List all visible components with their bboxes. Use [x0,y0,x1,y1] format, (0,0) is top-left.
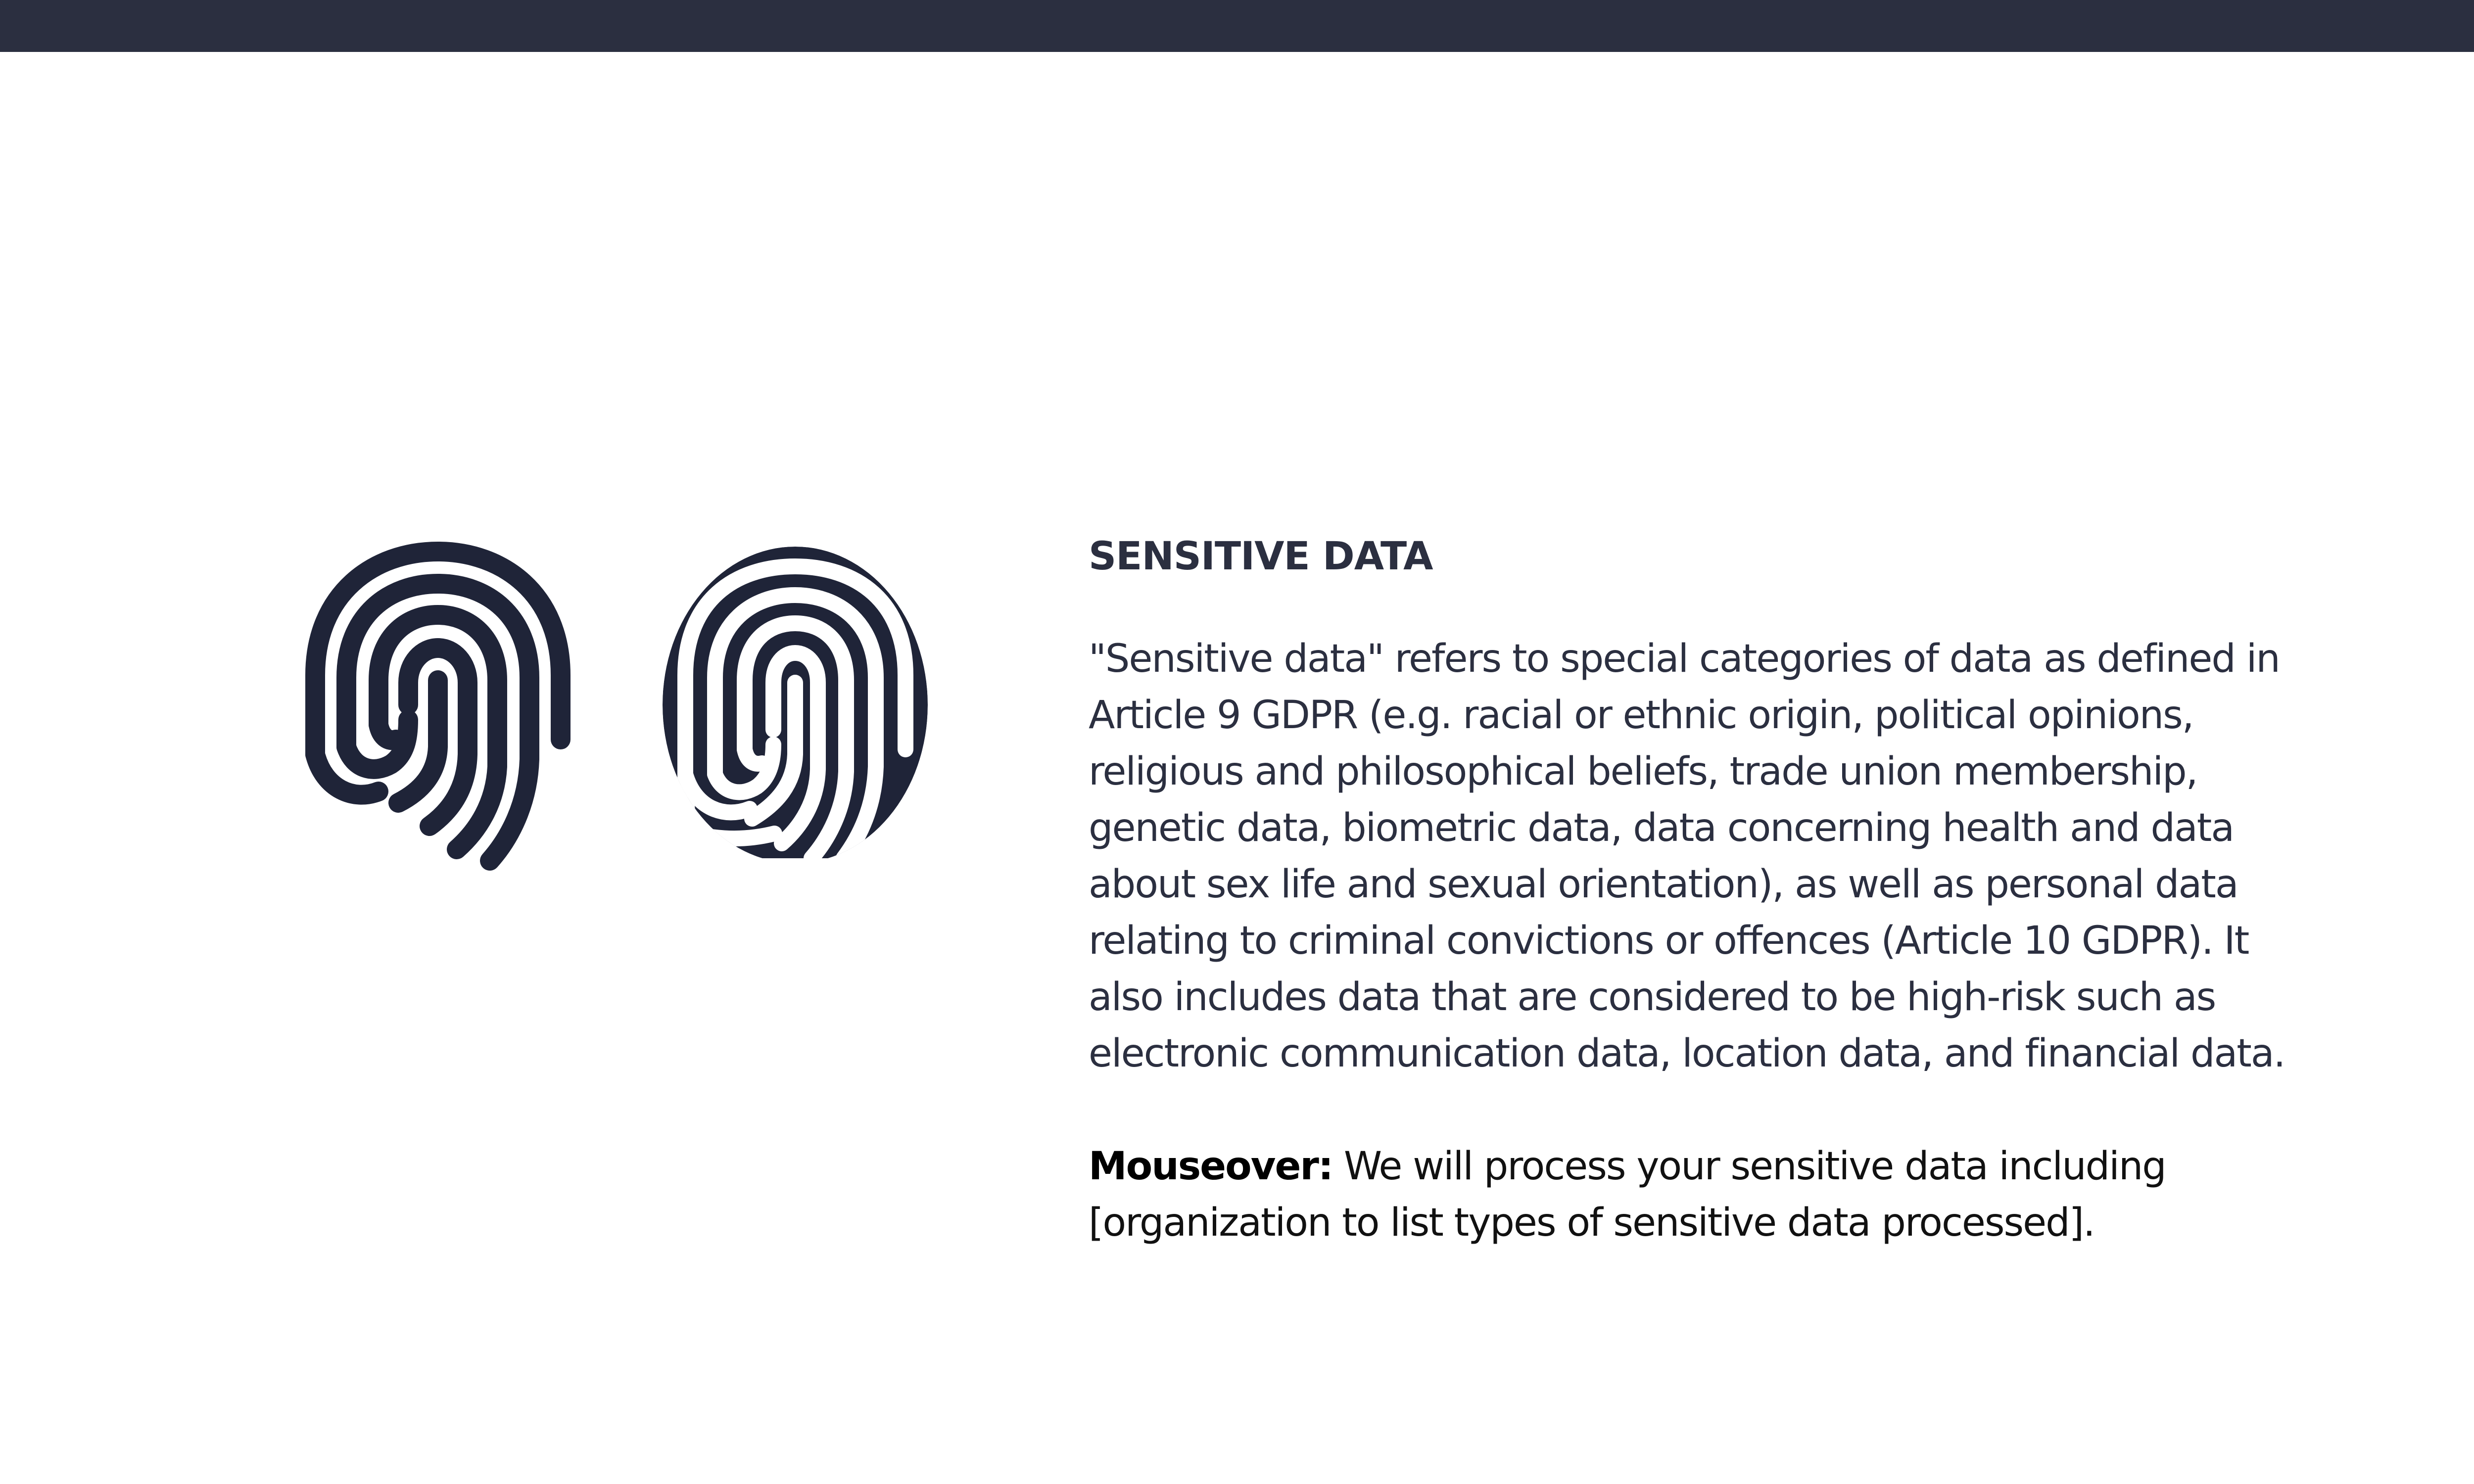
section-heading: SENSITIVE DATA [1089,534,1433,579]
fingerprint-icon [299,542,576,873]
mouseover-note [1089,1138,2306,1251]
section-body: "Sensitive data" refers to special categories of data as defined in Article 9 GDPR (e.g. racial or ethnic origin, political opinions, religious and philosophical beliefs, trade union membership, genetic data, biometric data, data concerning health and data about sex life and sexual orientation), as well as personal data relating to criminal convictions or offences (Article 10 GDPR). It also includes data that are considered to be high-risk such as electronic communication data, location data, and financial data. [1089,637,2285,1076]
mouseover-text: We will process your sensitive data including [organization to list types of sensitive data processed]. [1089,1144,2166,1245]
mouseover-label: Mouseover: [1089,1144,1333,1189]
sensitive-data-section [1089,532,2306,1251]
fingerprint-icon [661,542,930,858]
top-bar [0,0,2474,52]
